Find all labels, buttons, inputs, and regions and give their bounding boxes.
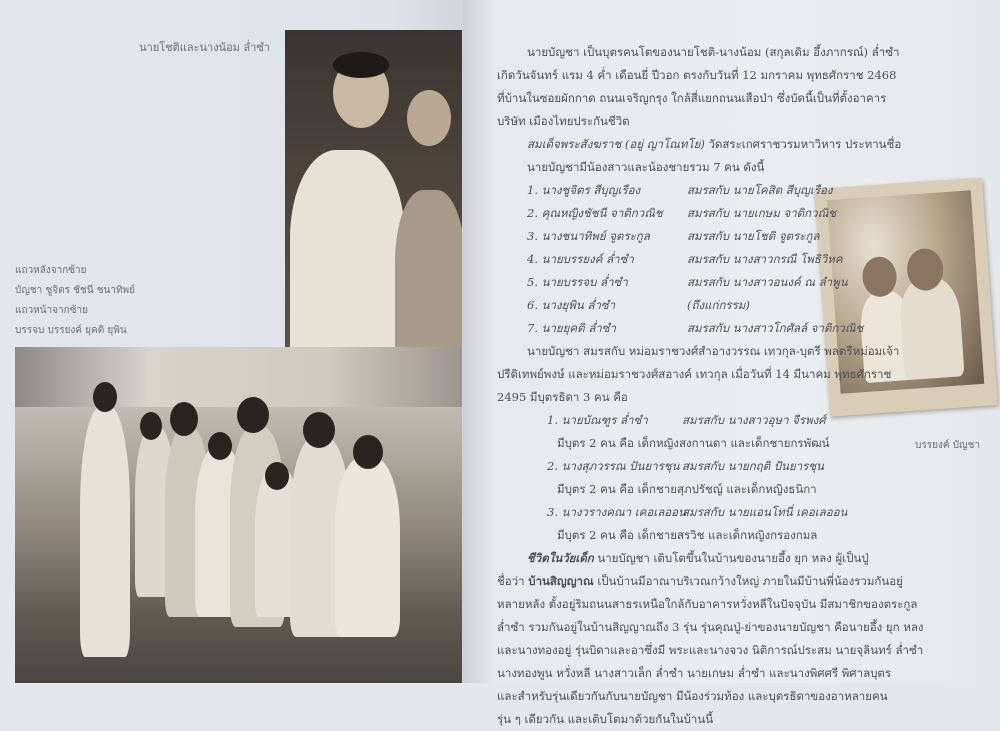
group-photo-caption-line: แถวหน้าจากซ้าย	[15, 305, 88, 316]
sibling-spouse: สมรสกับ นางสาวโกศัลล์ จาติกวณิช	[687, 321, 864, 335]
paragraph-text: เป็นบ้านมีอาณาบริเวณกว้างใหญ่ ภายในมีบ้านพี่น้องรวมกันอยู่	[593, 574, 903, 588]
body-text	[497, 41, 967, 731]
top-photo-caption: นายโชติและนางน้อม ล่ำซำ	[139, 41, 270, 54]
child-spouse: สมรสกับ นายกฤติ ปันยารชุน	[682, 459, 825, 473]
group-photo-caption-line: บรรจบ บรรยงค์ ยุคติ ยุพิน	[15, 325, 127, 336]
person-head	[208, 432, 232, 460]
child-spouse: สมรสกับ นางสาวอุษา จีรพงศ์	[682, 413, 826, 427]
sibling-name: 6. นางยุพิน ล่ำซำ	[527, 298, 616, 312]
house-name: บ้านสิญญาณ	[528, 574, 594, 588]
sibling-spouse: สมรสกับ นายโชติ จูตระกูล	[687, 229, 820, 243]
sibling-item	[497, 271, 967, 294]
paragraph-text: ชื่อว่า	[497, 574, 529, 588]
sibling-spouse: (ถึงแก่กรรม)	[687, 298, 750, 312]
sibling-item	[497, 317, 967, 340]
sibling-name: 3. นางชนาทิพย์ จูตระกูล	[527, 229, 650, 243]
man-hair	[333, 52, 389, 78]
child-item	[497, 409, 967, 432]
paragraph-line: ที่บ้านในซอยผักกาด ถนนเจริญกรุง ใกล้สี่แยกถนนเสือป่า ซึ่งบัดนี้เป็นที่ตั้งอาคาร	[497, 91, 887, 105]
grandchildren-line: มีบุตร 2 คน คือ เด็กชายสุภปรัชญ์ และเด็กหญิงธนิกา	[557, 482, 817, 496]
sibling-name: 4. นายบรรยงค์ ล่ำซำ	[527, 252, 634, 266]
child-item	[497, 501, 967, 524]
siblings-intro: นายบัญชามีน้องสาวและน้องชายรวม 7 คน ดังนี้	[527, 160, 765, 174]
person-figure	[335, 457, 400, 637]
sibling-item	[497, 294, 967, 317]
sibling-spouse: สมรสกับ นางสาวอนงค์ ณ ลำพูน	[687, 275, 848, 289]
group-photo-caption-line: แถวหลังจากซ้าย	[15, 265, 87, 276]
woman-head	[407, 90, 451, 146]
paragraph-line: นายบัญชา สมรสกับ หม่อมราชวงศ์สำอางวรรณ เทวกุล-บุตรี พลตรีหม่อมเจ้า	[527, 344, 900, 358]
child-name: 1. นายบัณฑูร ล่ำซำ	[547, 413, 648, 427]
paragraph-line: นางทองพูน หวั่งหลี นางสาวเล็ก ล่ำซำ นายเกษม ล่ำซำ และนางพิศศรี พิศาลบุตร	[497, 666, 892, 680]
person-head	[303, 412, 335, 448]
child-spouse: สมรสกับ นายแอนโทนี่ เคอเลออน	[682, 505, 848, 519]
woman-figure	[395, 190, 462, 355]
sibling-name: 7. นายยุคติ ล่ำซำ	[527, 321, 617, 335]
childhood-heading: ชีวิตในวัยเด็ก	[527, 551, 594, 565]
paragraph-line: นายบัญชา เป็นบุตรคนโตของนายโชติ-นางน้อม (สกุลเดิม อึ้งภากรณ์) ล่ำซำ	[527, 45, 900, 59]
paragraph-line: 2495 มีบุตรธิดา 3 คน คือ	[497, 390, 628, 404]
paragraph-line: ล่ำซำ รวมกันอยู่ในบ้านสิญญาณถึง 3 รุ่น รุ่นคุณปู่-ย่าของนายบัญชา คือนายอึ้ง ยุก หลง	[497, 620, 924, 634]
small-photo-caption: บรรยงค์ บัญชา	[915, 440, 980, 451]
person-head	[265, 462, 289, 490]
person-head	[237, 397, 269, 433]
family-group-photo	[15, 347, 462, 683]
child-name: 3. นางวรางคณา เคอเลออน	[547, 505, 686, 519]
sibling-name: 2. คุณหญิงชัชนี จาติกวณิช	[527, 206, 663, 220]
sibling-item	[497, 248, 967, 271]
paragraph-line: ปรีดิเทพย์พงษ์ และหม่อมราชวงศ์สอางค์ เทวกุล เมื่อวันที่ 14 มีนาคม พุทธศักราช	[497, 367, 892, 381]
sibling-spouse: สมรสกับ นายโคสิต สีบุญเรือง	[687, 183, 833, 197]
person-head	[170, 402, 198, 436]
paragraph-line: และนางทองอยู่ รุ่นบิดาและอาซึ่งมี พระและนางจวง นิติการณ์ประสม นายจุลินทร์ ล่ำซำ	[497, 643, 924, 657]
child-name: 2. นางสุภวรรณ ปันยารชุน	[547, 459, 680, 473]
person-head	[140, 412, 162, 440]
sibling-name: 1. นางชูจิตร สีบุญเรือง	[527, 183, 641, 197]
man-figure	[290, 150, 405, 355]
person-head	[353, 435, 383, 469]
grandchildren-line: มีบุตร 2 คน คือ เด็กชายสรวิช และเด็กหญิงกรองกมล	[557, 528, 818, 542]
paragraph-line: บริษัท เมืองไทยประกันชีวิต	[497, 114, 630, 128]
naming-line-rest: วัดสระเกศราชวรมหาวิหาร ประทานชื่อ	[704, 137, 902, 151]
person-figure	[80, 407, 130, 657]
paragraph-line: หลายหลัง ตั้งอยู่ริมถนนสาธรเหนือใกล้กับอาคารหวั่งหลีในปัจจุบัน มีสมาชิกของตระกูล	[497, 597, 918, 611]
sibling-item	[497, 225, 967, 248]
sibling-name: 5. นายบรรจบ ล่ำซำ	[527, 275, 628, 289]
couple-portrait-photo	[285, 30, 462, 355]
sibling-spouse: สมรสกับ นางสาวกรณี โพธิวิหค	[687, 252, 843, 266]
sibling-spouse: สมรสกับ นายเกษม จาติกวณิช	[687, 206, 837, 220]
person-head	[93, 382, 117, 412]
paragraph-line: และสำหรับรุ่นเดียวกันกับนายบัญชา มีน้องร่วมท้อง และบุตรธิดาของอาหลายคน	[497, 689, 888, 703]
building-background	[15, 347, 462, 407]
group-photo-caption-line: บัญชา ชูจิตร ชัชนี ชนาทิพย์	[15, 285, 136, 296]
grandchildren-line: มีบุตร 2 คน คือ เด็กหญิงสงกานดา และเด็กชายกรพัฒน์	[557, 436, 830, 450]
paragraph-line: เกิดวันจันทร์ แรม 4 ค่ำ เดือนยี่ ปีวอก ตรงกับวันที่ 12 มกราคม พุทธศักราช 2468	[497, 68, 897, 82]
child-item	[497, 455, 967, 478]
sibling-item	[497, 202, 967, 225]
naming-line-italic: สมเด็จพระสังฆราช (อยู่ ญาโณทโย)	[527, 137, 705, 151]
paragraph-line: รุ่น ๆ เดียวกัน และเติบโตมาด้วยกันในบ้านนี้	[497, 712, 714, 726]
paragraph-line: นายบัญชา เติบโตขึ้นในบ้านของนายอึ้ง ยุก หลง ผู้เป็นปู่	[593, 551, 869, 565]
sibling-item	[497, 179, 967, 202]
